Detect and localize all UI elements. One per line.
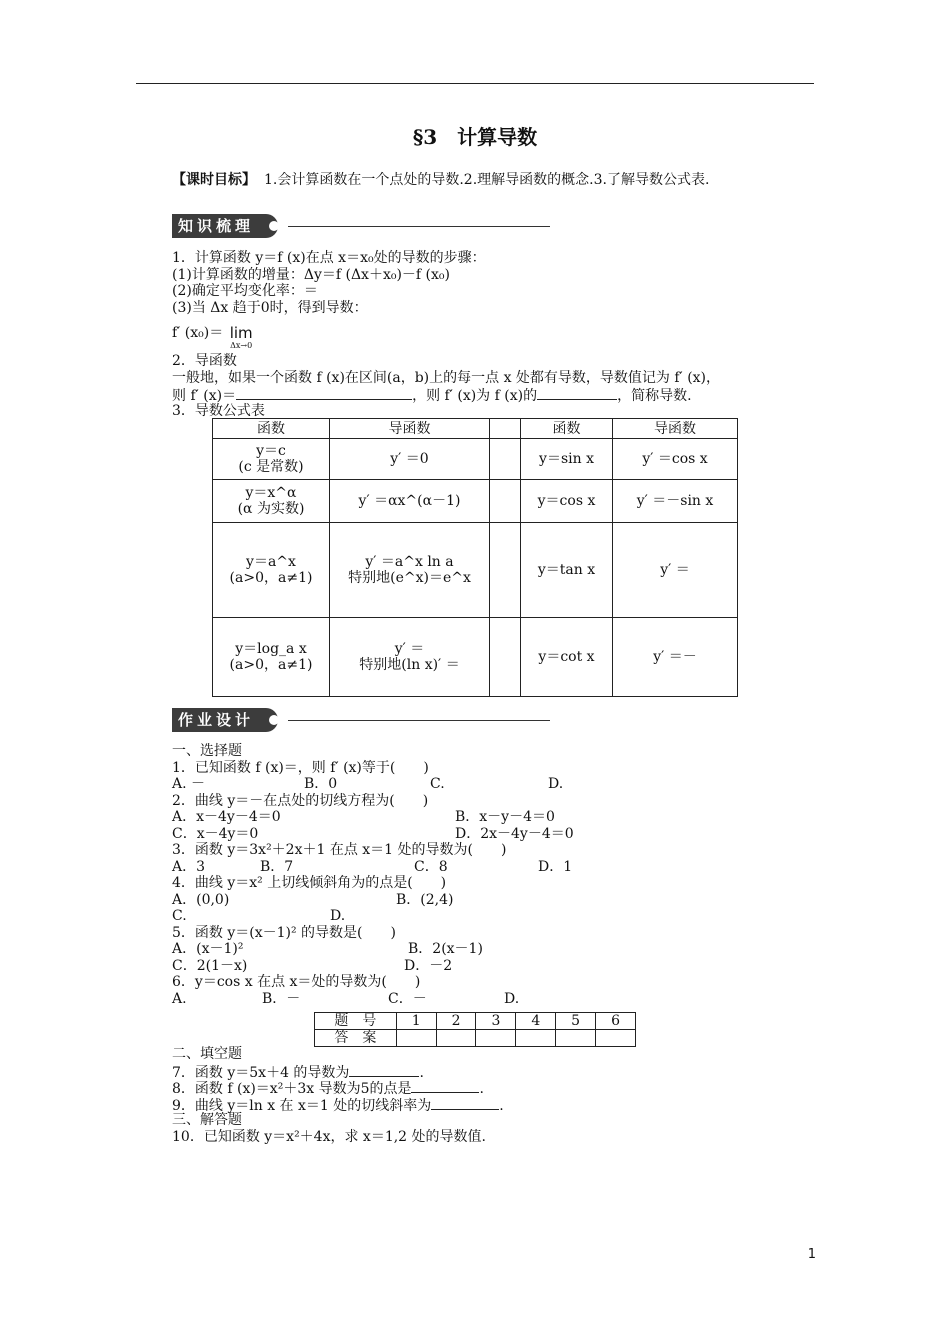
fill-and-solve-block xyxy=(172,1046,504,1145)
section-rule xyxy=(288,226,550,227)
question-9: 9．曲线 y＝ln x 在 x＝1 处的切线斜率为 . xyxy=(172,1097,504,1114)
table-cell xyxy=(490,480,521,523)
fill-blank[interactable] xyxy=(411,1079,479,1093)
goal-text: 1.会计算函数在一个点处的导数.2.理解导函数的概念.3.了解导数公式表. xyxy=(264,172,710,188)
table-cell: 4 xyxy=(516,1013,556,1030)
header-rule xyxy=(136,83,814,84)
options-q6: A. B．－ C．－ D. xyxy=(172,990,520,1007)
table-cell: y′ ＝－sin x xyxy=(613,480,738,523)
options-q4b: C. D. xyxy=(172,908,346,924)
fill-blank xyxy=(236,386,412,400)
table-cell: y′ ＝ 特别地(ln x)′ ＝ xyxy=(330,618,490,697)
fill-blank xyxy=(537,386,617,400)
table-cell: 2 xyxy=(436,1013,476,1030)
answer-cell[interactable] xyxy=(596,1030,636,1047)
table-cell: y′ ＝cos x xyxy=(613,439,738,480)
table-cell xyxy=(490,618,521,697)
limit-lhs: f′ (x₀)＝ xyxy=(172,325,224,341)
part-choice-heading: 一、选择题 xyxy=(172,743,242,759)
part-fill-heading: 二、填空题 xyxy=(172,1046,242,1062)
derivative-function-block xyxy=(172,353,720,419)
table-row xyxy=(213,439,738,480)
table-cell: y＝a^x (a>0，a≠1) xyxy=(213,523,330,618)
answer-cell[interactable] xyxy=(556,1030,596,1047)
table-cell: y＝c (c 是常数) xyxy=(213,439,330,480)
table-cell: y′ ＝－ xyxy=(613,618,738,697)
table-row xyxy=(315,1013,636,1030)
derivative-formula-table xyxy=(212,418,738,697)
table-header-row xyxy=(213,419,738,439)
lesson-goal xyxy=(172,172,709,189)
table-cell: y′ ＝0 xyxy=(330,439,490,480)
header-cell xyxy=(490,419,521,439)
table-cell: y＝cos x xyxy=(521,480,613,523)
heading-derived-function: 2．导函数 xyxy=(172,353,237,369)
step-3: (3)当 Δx 趋于0时，得到导数： xyxy=(172,299,368,316)
bullet-dot-icon xyxy=(269,715,279,725)
page-title: §3 计算导数 xyxy=(412,125,538,149)
table-cell: y＝x^α (α 为实数) xyxy=(213,480,330,523)
table-row xyxy=(315,1030,636,1047)
header-cell: 函数 xyxy=(213,419,330,439)
bullet-dot-icon xyxy=(269,221,279,231)
goal-label: 【课时目标】 xyxy=(172,172,256,188)
fill-blank[interactable] xyxy=(431,1096,499,1110)
answer-cell[interactable] xyxy=(476,1030,516,1047)
answer-cell[interactable] xyxy=(436,1030,476,1047)
table-row xyxy=(213,618,738,697)
options-q1: A. － B．0 C. D. xyxy=(172,776,564,792)
question-5: 5．函数 y＝(x－1)² 的导数是( ) xyxy=(172,924,396,941)
question-6: 6．y＝cos x 在点 x＝处的导数为( ) xyxy=(172,974,421,990)
table-cell: y′ ＝ xyxy=(613,523,738,618)
question-4: 4．曲线 y＝x² 上切线倾斜角为的点是( ) xyxy=(172,875,447,891)
table-cell: y＝cot x xyxy=(521,618,613,697)
table-row xyxy=(213,523,738,618)
header-cell: 导函数 xyxy=(613,419,738,439)
table-cell: 3 xyxy=(476,1013,516,1030)
step-2: (2)确定平均变化率：＝ xyxy=(172,283,318,299)
table-cell: y′ ＝αx^(α－1) xyxy=(330,480,490,523)
question-3: 3．函数 y＝3x²＋2x＋1 在点 x＝1 处的导数为( ) xyxy=(172,842,507,858)
answer-cell[interactable] xyxy=(516,1030,556,1047)
options-q2b: C．x－4y＝0 D．2x－4y－4＝0 xyxy=(172,825,574,842)
fill-blank[interactable] xyxy=(349,1063,419,1077)
options-q5b: C．2(1－x) D．－2 xyxy=(172,957,453,974)
page-number: 1 xyxy=(807,1247,816,1262)
derived-function-def: 一般地，如果一个函数 f (x)在区间(a，b)上的每一点 x 处都有导数，导数值记为 f′ (x)， xyxy=(172,369,721,386)
table-cell: 1 xyxy=(396,1013,436,1030)
step-1: (1)计算函数的增量：Δy＝f (Δx＋x₀)－f (x₀) xyxy=(172,266,450,283)
exercise-block xyxy=(172,743,812,1007)
header-cell: 函数 xyxy=(521,419,613,439)
table-cell: 题 号 xyxy=(315,1013,397,1030)
question-2: 2．曲线 y＝－在点处的切线方程为( ) xyxy=(172,792,429,809)
table-cell: y＝log_a x (a>0，a≠1) xyxy=(213,618,330,697)
options-q2a: A．x－4y－4＝0 B．x－y－4＝0 xyxy=(172,809,555,825)
options-q5a: A．(x－1)² B．2(x－1) xyxy=(172,941,483,957)
table-cell: 答 案 xyxy=(315,1030,397,1047)
section-header-homework xyxy=(172,708,550,734)
question-1: 1．已知函数 f (x)＝，则 f′ (x)等于( ) xyxy=(172,759,429,776)
question-8: 8．函数 f (x)＝x²＋3x 导数为5的点是 . xyxy=(172,1081,484,1097)
table-cell xyxy=(490,523,521,618)
section-rule xyxy=(288,720,550,721)
table-cell xyxy=(490,439,521,480)
table-cell: 5 xyxy=(556,1013,596,1030)
limit-symbol: lim xyxy=(229,324,253,342)
part-solve-heading: 三、解答题 xyxy=(172,1112,242,1128)
table-row xyxy=(213,480,738,523)
answer-cell[interactable] xyxy=(396,1030,436,1047)
step-intro: 1．计算函数 y＝f (x)在点 x＝x₀处的导数的步骤： xyxy=(172,250,486,266)
section-header-knowledge xyxy=(172,214,550,240)
limit-subscript: Δx→0 xyxy=(230,341,253,350)
question-7: 7．函数 y＝5x＋4 的导数为 . xyxy=(172,1064,424,1081)
heading-formula-table: 3．导数公式表 xyxy=(172,402,265,419)
answer-table xyxy=(314,1012,636,1047)
section-title-homework: 作业设计 xyxy=(172,708,278,732)
table-cell: 6 xyxy=(596,1013,636,1030)
table-cell: y′ ＝a^x ln a 特别地(e^x)＝e^x xyxy=(330,523,490,618)
derived-function-def-2: 则 f′ (x)＝ ，则 f′ (x)为 f (x)的 ，简称导数. xyxy=(172,388,692,404)
table-cell: y＝tan x xyxy=(521,523,613,618)
section-title-knowledge: 知识梳理 xyxy=(172,214,278,238)
options-q3: A．3 B．7 C．8 D．1 xyxy=(172,858,573,875)
knowledge-block xyxy=(172,250,486,316)
header-cell: 导函数 xyxy=(330,419,490,439)
derivative-limit xyxy=(172,325,253,350)
table-cell: y＝sin x xyxy=(521,439,613,480)
question-10: 10．已知函数 y＝x²＋4x，求 x＝1,2 处的导数值. xyxy=(172,1128,486,1145)
options-q4a: A．(0,0) B．(2,4) xyxy=(172,891,454,908)
